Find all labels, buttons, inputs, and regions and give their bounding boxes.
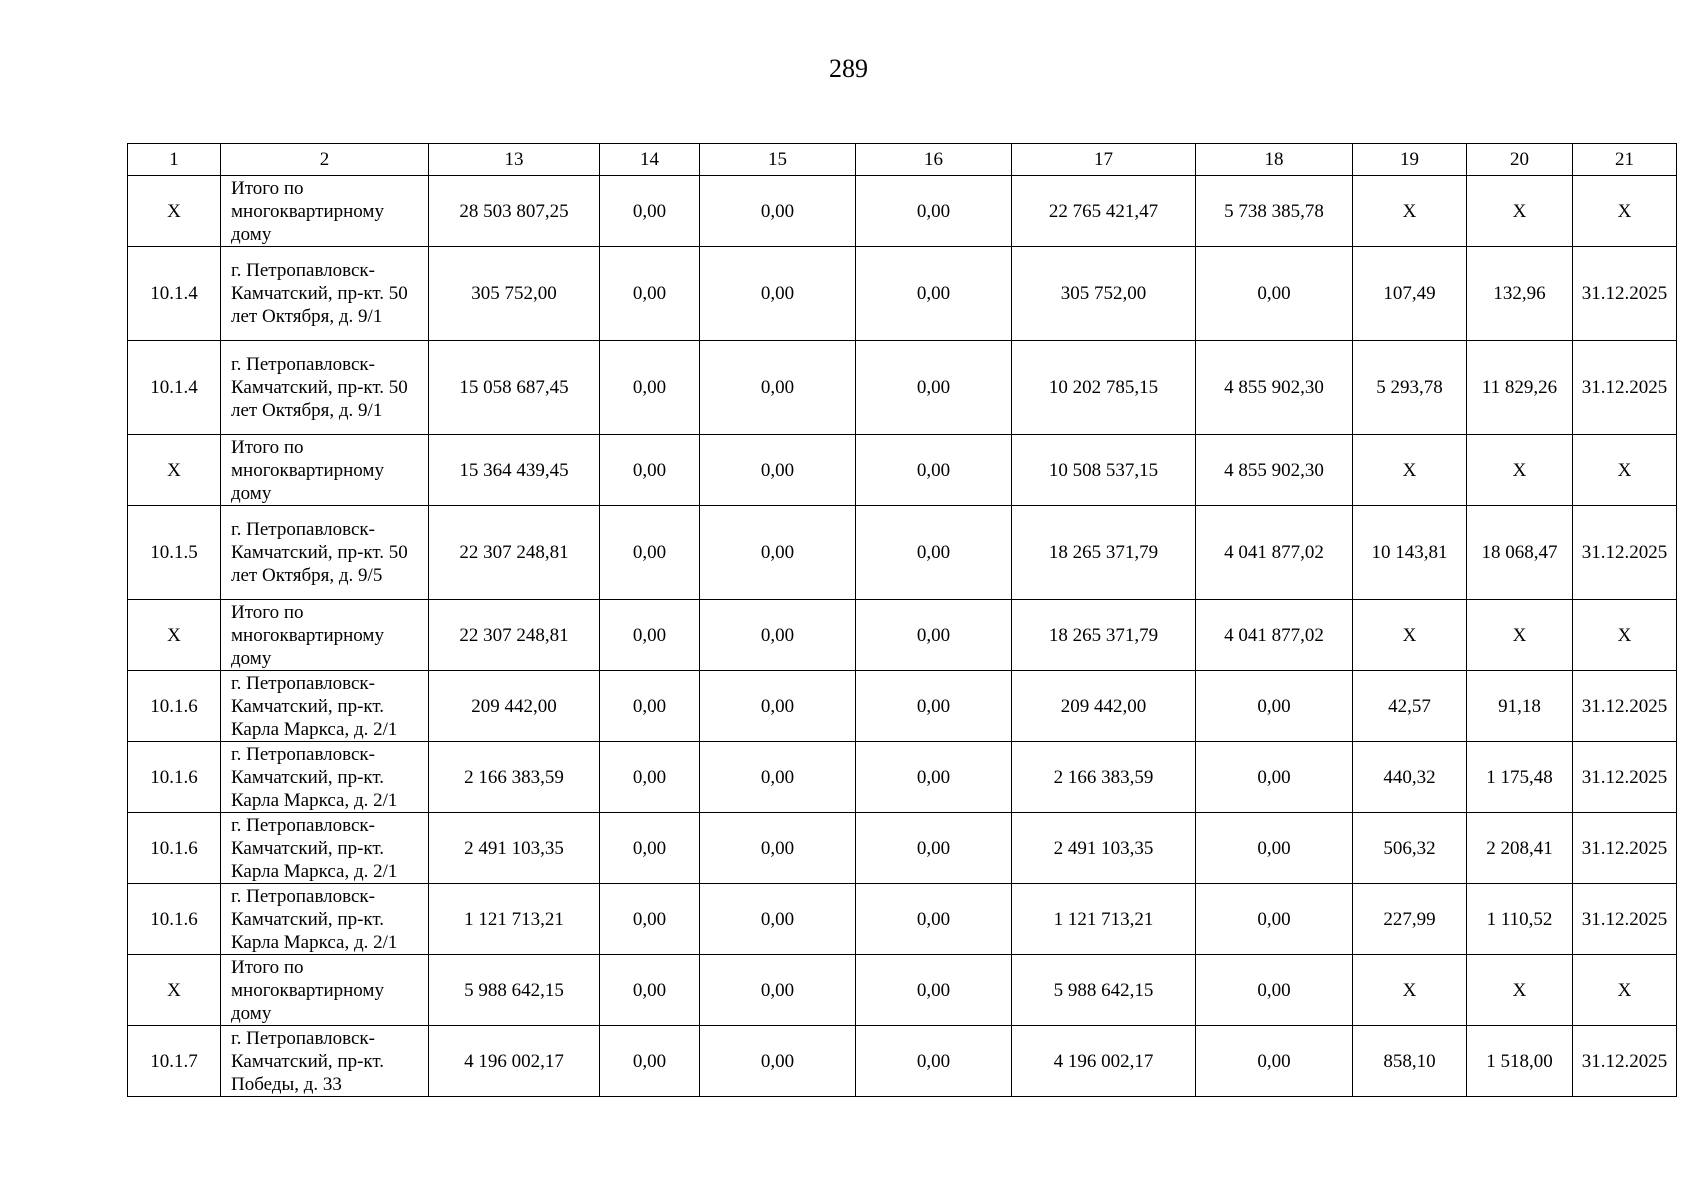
address-cell: г. Петропавловск-Камчатский, пр-кт. Победы, д. 33 xyxy=(221,1026,429,1097)
table-row xyxy=(128,742,1677,813)
cell-col-15: 0,00 xyxy=(700,247,856,341)
table-row xyxy=(128,671,1677,742)
address-cell: г. Петропавловск-Камчатский, пр-кт. 50 лет Октября, д. 9/5 xyxy=(221,506,429,600)
cell-col-18: 0,00 xyxy=(1196,955,1353,1026)
address-cell: Итого по многоквартирному дому xyxy=(221,955,429,1026)
cell-col-19: X xyxy=(1353,176,1467,247)
cell-col-17: 22 765 421,47 xyxy=(1012,176,1196,247)
cell-col-20: X xyxy=(1467,435,1573,506)
cell-col-19: 440,32 xyxy=(1353,742,1467,813)
cell-col-21: 31.12.2025 xyxy=(1573,247,1677,341)
header-row xyxy=(128,144,1677,176)
cell-col-19: X xyxy=(1353,600,1467,671)
address-cell: г. Петропавловск-Камчатский, пр-кт. Карла Маркса, д. 2/1 xyxy=(221,671,429,742)
column-header: 14 xyxy=(600,144,700,176)
table-row xyxy=(128,341,1677,435)
cell-col-15: 0,00 xyxy=(700,671,856,742)
cell-col-13: 22 307 248,81 xyxy=(429,600,600,671)
page-number: 289 xyxy=(829,54,868,83)
cell-col-21: 31.12.2025 xyxy=(1573,506,1677,600)
table-row xyxy=(128,1026,1677,1097)
cell-col-19: 107,49 xyxy=(1353,247,1467,341)
cell-col-19: 506,32 xyxy=(1353,813,1467,884)
table-row xyxy=(128,955,1677,1026)
cell-col-18: 4 855 902,30 xyxy=(1196,435,1353,506)
cell-col-20: 132,96 xyxy=(1467,247,1573,341)
cell-col-14: 0,00 xyxy=(600,671,700,742)
cell-col-17: 4 196 002,17 xyxy=(1012,1026,1196,1097)
column-header: 16 xyxy=(856,144,1012,176)
cell-col-20: 11 829,26 xyxy=(1467,341,1573,435)
column-header: 18 xyxy=(1196,144,1353,176)
cell-col-17: 2 166 383,59 xyxy=(1012,742,1196,813)
cell-col-15: 0,00 xyxy=(700,600,856,671)
cell-col-16: 0,00 xyxy=(856,435,1012,506)
cell-col-20: 1 110,52 xyxy=(1467,884,1573,955)
address-cell: г. Петропавловск-Камчатский, пр-кт. 50 лет Октября, д. 9/1 xyxy=(221,341,429,435)
cell-col-18: 4 041 877,02 xyxy=(1196,600,1353,671)
cell-col-15: 0,00 xyxy=(700,341,856,435)
row-number: 10.1.5 xyxy=(128,506,221,600)
column-header: 15 xyxy=(700,144,856,176)
cell-col-20: 91,18 xyxy=(1467,671,1573,742)
cell-col-15: 0,00 xyxy=(700,742,856,813)
cell-col-14: 0,00 xyxy=(600,506,700,600)
cell-col-18: 0,00 xyxy=(1196,1026,1353,1097)
column-header: 1 xyxy=(128,144,221,176)
cell-col-21: 31.12.2025 xyxy=(1573,884,1677,955)
row-number: 10.1.6 xyxy=(128,742,221,813)
cell-col-19: 858,10 xyxy=(1353,1026,1467,1097)
row-number: X xyxy=(128,435,221,506)
cell-col-15: 0,00 xyxy=(700,435,856,506)
cell-col-19: 42,57 xyxy=(1353,671,1467,742)
cell-col-18: 0,00 xyxy=(1196,671,1353,742)
cell-col-20: 2 208,41 xyxy=(1467,813,1573,884)
cell-col-17: 5 988 642,15 xyxy=(1012,955,1196,1026)
cell-col-15: 0,00 xyxy=(700,506,856,600)
cell-col-14: 0,00 xyxy=(600,813,700,884)
cell-col-20: X xyxy=(1467,600,1573,671)
cell-col-16: 0,00 xyxy=(856,600,1012,671)
cell-col-19: X xyxy=(1353,435,1467,506)
cell-col-21: 31.12.2025 xyxy=(1573,813,1677,884)
cell-col-13: 5 988 642,15 xyxy=(429,955,600,1026)
cell-col-13: 2 166 383,59 xyxy=(429,742,600,813)
address-cell: Итого по многоквартирному дому xyxy=(221,600,429,671)
cell-col-17: 305 752,00 xyxy=(1012,247,1196,341)
row-number: 10.1.7 xyxy=(128,1026,221,1097)
cell-col-20: 1 518,00 xyxy=(1467,1026,1573,1097)
table-row xyxy=(128,435,1677,506)
cell-col-15: 0,00 xyxy=(700,884,856,955)
cell-col-21: X xyxy=(1573,955,1677,1026)
cell-col-17: 10 202 785,15 xyxy=(1012,341,1196,435)
cell-col-17: 2 491 103,35 xyxy=(1012,813,1196,884)
cell-col-21: X xyxy=(1573,176,1677,247)
cell-col-15: 0,00 xyxy=(700,1026,856,1097)
column-header: 21 xyxy=(1573,144,1677,176)
cell-col-13: 4 196 002,17 xyxy=(429,1026,600,1097)
cell-col-21: X xyxy=(1573,435,1677,506)
cell-col-13: 28 503 807,25 xyxy=(429,176,600,247)
cell-col-16: 0,00 xyxy=(856,813,1012,884)
cell-col-18: 4 855 902,30 xyxy=(1196,341,1353,435)
cell-col-18: 5 738 385,78 xyxy=(1196,176,1353,247)
cell-col-21: X xyxy=(1573,600,1677,671)
column-header: 2 xyxy=(221,144,429,176)
cell-col-14: 0,00 xyxy=(600,435,700,506)
row-number: X xyxy=(128,955,221,1026)
cell-col-17: 1 121 713,21 xyxy=(1012,884,1196,955)
cell-col-14: 0,00 xyxy=(600,1026,700,1097)
cell-col-21: 31.12.2025 xyxy=(1573,341,1677,435)
cell-col-14: 0,00 xyxy=(600,600,700,671)
cell-col-13: 22 307 248,81 xyxy=(429,506,600,600)
table-row xyxy=(128,506,1677,600)
cell-col-16: 0,00 xyxy=(856,176,1012,247)
cell-col-13: 15 364 439,45 xyxy=(429,435,600,506)
cell-col-15: 0,00 xyxy=(700,813,856,884)
row-number: 10.1.6 xyxy=(128,884,221,955)
cell-col-14: 0,00 xyxy=(600,176,700,247)
address-cell: г. Петропавловск-Камчатский, пр-кт. Карла Маркса, д. 2/1 xyxy=(221,884,429,955)
cell-col-15: 0,00 xyxy=(700,176,856,247)
cell-col-17: 18 265 371,79 xyxy=(1012,600,1196,671)
cell-col-20: 1 175,48 xyxy=(1467,742,1573,813)
cell-col-13: 1 121 713,21 xyxy=(429,884,600,955)
cell-col-17: 10 508 537,15 xyxy=(1012,435,1196,506)
table-row xyxy=(128,247,1677,341)
row-number: 10.1.6 xyxy=(128,671,221,742)
cell-col-20: X xyxy=(1467,176,1573,247)
cell-col-14: 0,00 xyxy=(600,955,700,1026)
cell-col-16: 0,00 xyxy=(856,1026,1012,1097)
cell-col-18: 0,00 xyxy=(1196,813,1353,884)
cell-col-13: 2 491 103,35 xyxy=(429,813,600,884)
table-row xyxy=(128,813,1677,884)
cell-col-16: 0,00 xyxy=(856,742,1012,813)
row-number: 10.1.6 xyxy=(128,813,221,884)
data-table xyxy=(127,143,1677,1097)
table-row xyxy=(128,176,1677,247)
cell-col-20: X xyxy=(1467,955,1573,1026)
cell-col-17: 18 265 371,79 xyxy=(1012,506,1196,600)
cell-col-19: 5 293,78 xyxy=(1353,341,1467,435)
cell-col-14: 0,00 xyxy=(600,742,700,813)
cell-col-20: 18 068,47 xyxy=(1467,506,1573,600)
cell-col-21: 31.12.2025 xyxy=(1573,1026,1677,1097)
address-cell: г. Петропавловск-Камчатский, пр-кт. Карла Маркса, д. 2/1 xyxy=(221,813,429,884)
cell-col-19: X xyxy=(1353,955,1467,1026)
cell-col-18: 0,00 xyxy=(1196,742,1353,813)
cell-col-13: 305 752,00 xyxy=(429,247,600,341)
cell-col-14: 0,00 xyxy=(600,341,700,435)
cell-col-21: 31.12.2025 xyxy=(1573,742,1677,813)
column-header: 17 xyxy=(1012,144,1196,176)
cell-col-16: 0,00 xyxy=(856,506,1012,600)
table-row xyxy=(128,600,1677,671)
cell-col-18: 0,00 xyxy=(1196,247,1353,341)
row-number: X xyxy=(128,176,221,247)
cell-col-13: 15 058 687,45 xyxy=(429,341,600,435)
cell-col-17: 209 442,00 xyxy=(1012,671,1196,742)
address-cell: г. Петропавловск-Камчатский, пр-кт. Карла Маркса, д. 2/1 xyxy=(221,742,429,813)
address-cell: Итого по многоквартирному дому xyxy=(221,176,429,247)
cell-col-13: 209 442,00 xyxy=(429,671,600,742)
column-header: 19 xyxy=(1353,144,1467,176)
column-header: 20 xyxy=(1467,144,1573,176)
address-cell: г. Петропавловск-Камчатский, пр-кт. 50 лет Октября, д. 9/1 xyxy=(221,247,429,341)
cell-col-21: 31.12.2025 xyxy=(1573,671,1677,742)
cell-col-16: 0,00 xyxy=(856,955,1012,1026)
table-body xyxy=(128,144,1677,1097)
cell-col-16: 0,00 xyxy=(856,671,1012,742)
row-number: 10.1.4 xyxy=(128,341,221,435)
row-number: X xyxy=(128,600,221,671)
cell-col-16: 0,00 xyxy=(856,341,1012,435)
cell-col-14: 0,00 xyxy=(600,884,700,955)
column-header: 13 xyxy=(429,144,600,176)
cell-col-19: 10 143,81 xyxy=(1353,506,1467,600)
table-row xyxy=(128,884,1677,955)
cell-col-16: 0,00 xyxy=(856,247,1012,341)
cell-col-15: 0,00 xyxy=(700,955,856,1026)
cell-col-19: 227,99 xyxy=(1353,884,1467,955)
cell-col-18: 4 041 877,02 xyxy=(1196,506,1353,600)
cell-col-18: 0,00 xyxy=(1196,884,1353,955)
cell-col-16: 0,00 xyxy=(856,884,1012,955)
row-number: 10.1.4 xyxy=(128,247,221,341)
cell-col-14: 0,00 xyxy=(600,247,700,341)
address-cell: Итого по многоквартирному дому xyxy=(221,435,429,506)
